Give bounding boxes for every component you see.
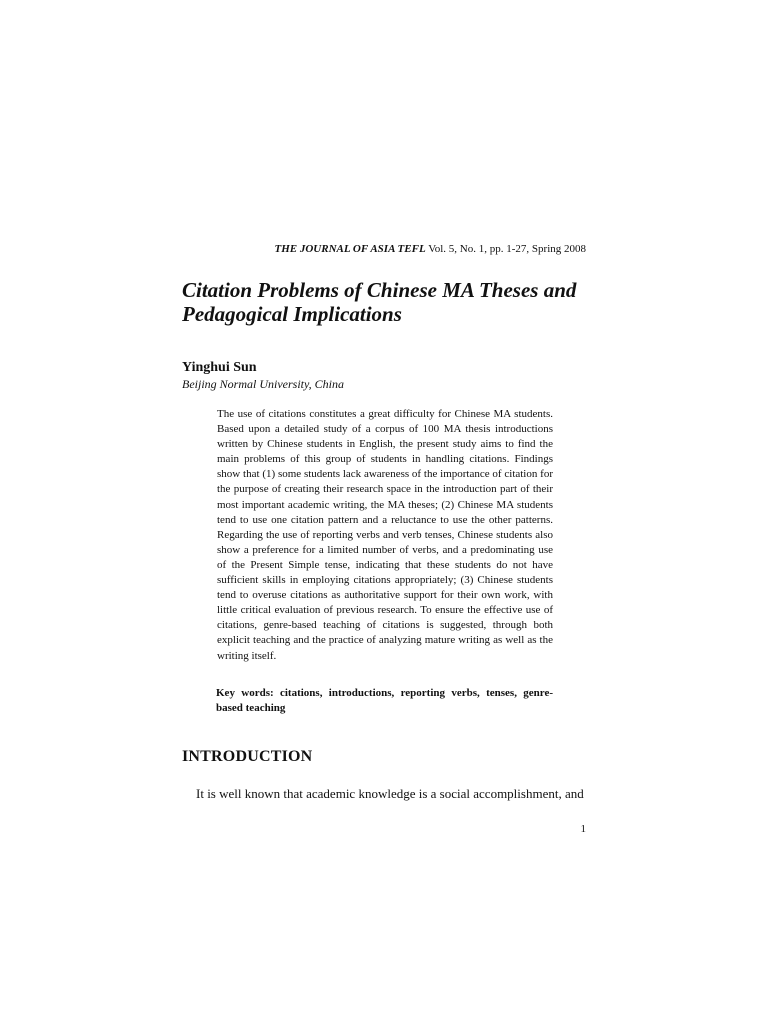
body-paragraph: It is well known that academic knowledge is a social accomplishment, and [196, 786, 584, 801]
page-number: 1 [580, 823, 586, 835]
journal-name: THE JOURNAL OF ASIA TEFL [274, 243, 426, 255]
article-title: Citation Problems of Chinese MA Theses and Pedagogical Implications [182, 278, 577, 326]
journal-issue-info: Vol. 5, No. 1, pp. 1-27, Spring 2008 [425, 243, 586, 255]
author-affiliation: Beijing Normal University, China [182, 377, 344, 391]
section-heading-introduction: INTRODUCTION [182, 748, 313, 765]
abstract-text: The use of citations constitutes a great difficulty for Chinese MA students. Based upon a detailed study of a corpus of 100 MA thesis introductions written by Chinese students in English, the present study aims to find the main problems of this group of students in handling citations. Findings show that (1) some students lack awareness of the importance of citation for the purpose of creating their research space in the introduction part of their most important academic writing, the MA theses; (2) Chinese MA students tend to use one citation pattern and a reluctance to use the other patterns. Regarding the use of reporting verbs and verb tenses, Chinese students also show a preference for a limited number of verbs, and a predominating use of the Present Simple tense, indicating that these students do not have sufficient skills in employing citations appropriately; (3) Chinese students tend to overuse citations as authoritative support for their own work, with little critical evaluation of previous research. To ensure the effective use of citations, genre-based teaching of citations is suggested, through both explicit teaching and the practice of analyzing mature writing as well as the writing itself. [217, 408, 553, 662]
keywords: Key words: citations, introductions, reporting verbs, tenses, genre-based teaching [216, 687, 553, 714]
journal-header [0, 242, 586, 256]
author-name: Yinghui Sun [182, 360, 257, 375]
